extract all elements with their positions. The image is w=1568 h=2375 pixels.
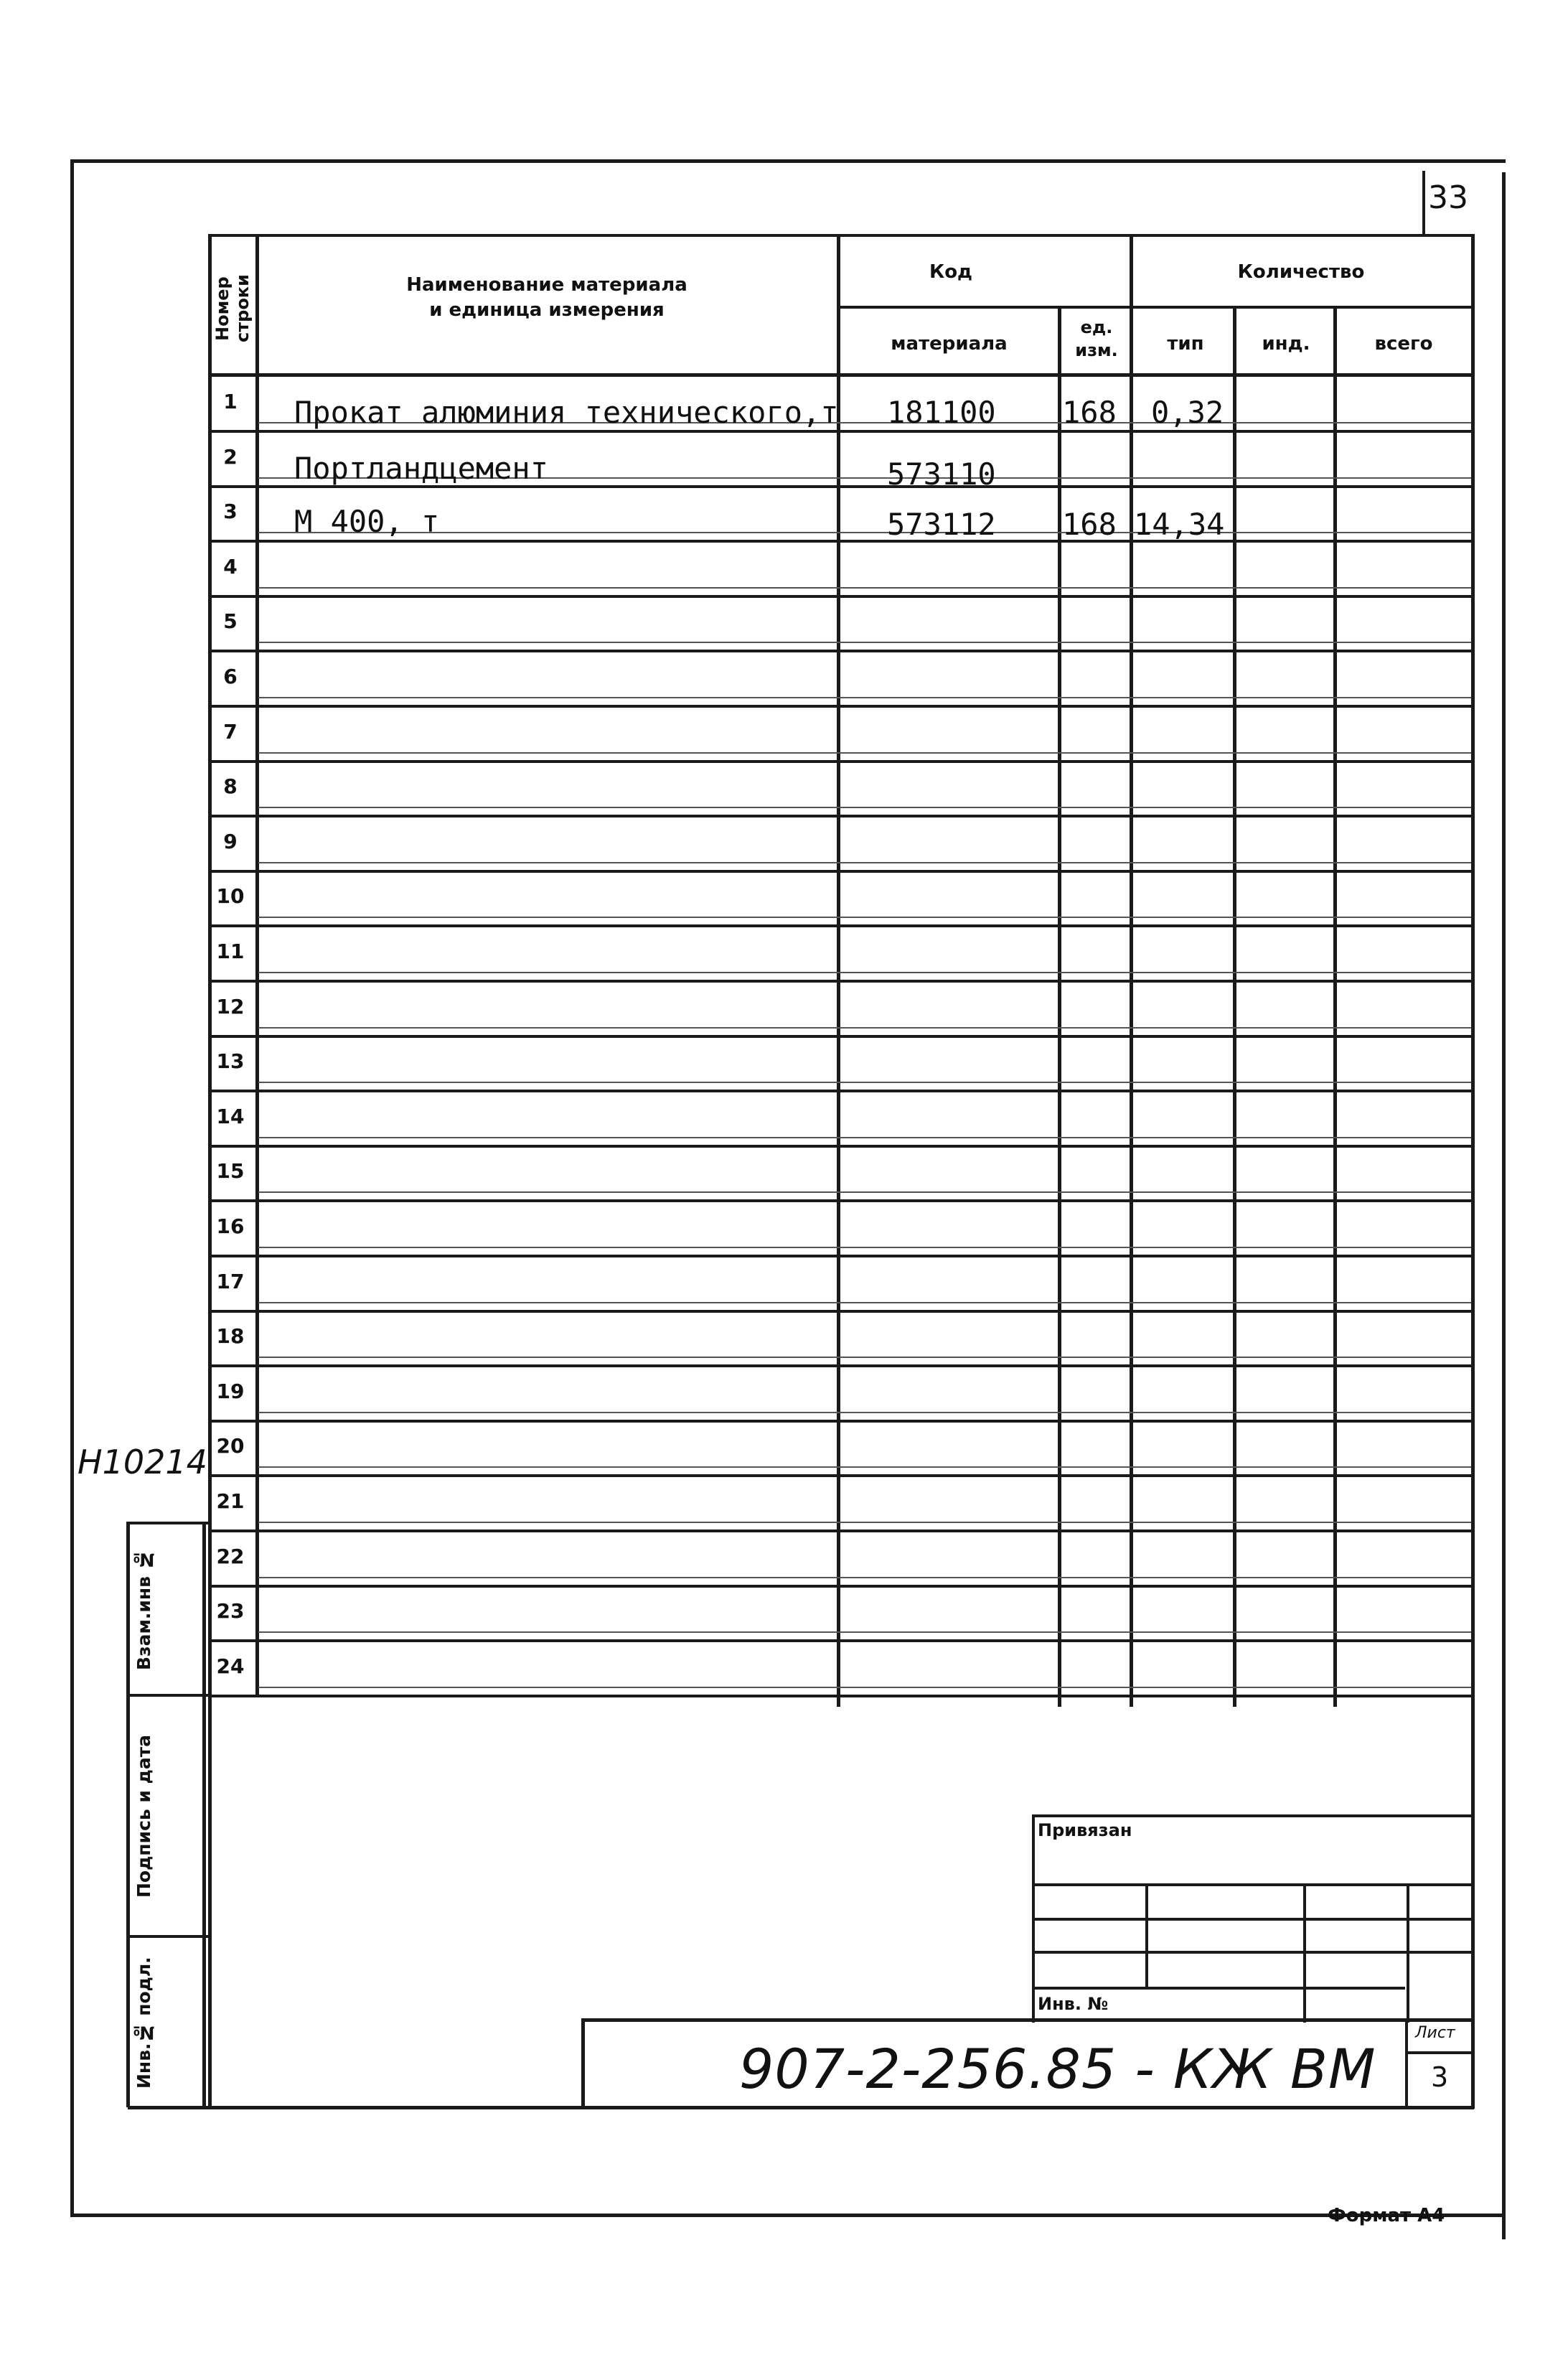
- row-number: 14: [216, 1105, 245, 1128]
- stamp-replace-label: Взам.инв №: [133, 1549, 154, 1670]
- row-subline: [258, 587, 1471, 589]
- name-column-header: Наименование материала и единица измерения: [406, 274, 687, 322]
- row-number: 15: [216, 1159, 245, 1183]
- row-number: 22: [216, 1545, 245, 1568]
- tb-col-2: [1303, 1883, 1306, 2023]
- col-line-type: [1233, 307, 1236, 1707]
- row-number: 21: [216, 1489, 245, 1513]
- row-subline: [258, 862, 1471, 863]
- row-subline: [258, 1357, 1471, 1358]
- row-number: 24: [216, 1654, 245, 1678]
- row-subline: [258, 1687, 1471, 1688]
- sheet-number: 33: [1428, 179, 1468, 216]
- row-2-code: 573110: [887, 456, 996, 492]
- tb-row-4: [1032, 1987, 1405, 1990]
- row-subline: [258, 532, 1471, 533]
- ind-header: инд.: [1262, 333, 1310, 355]
- row-subline: [258, 697, 1471, 698]
- row-1-name: Прокат алюминия технического,т: [294, 395, 839, 430]
- row-line: [208, 1695, 1473, 1697]
- row-line: [208, 1310, 1473, 1313]
- total-header: всего: [1374, 333, 1433, 355]
- row-3-unit: 168: [1062, 507, 1117, 542]
- row-number: 18: [216, 1324, 245, 1348]
- row-line: [208, 540, 1473, 543]
- row-number: 11: [216, 940, 245, 963]
- row-1-code: 181100: [887, 395, 996, 430]
- row-number: 10: [216, 884, 245, 908]
- row-line: [208, 1145, 1473, 1148]
- row-line: [208, 1420, 1473, 1423]
- row-subline: [258, 1247, 1471, 1248]
- row-number: 4: [223, 555, 238, 578]
- material-code-header: материала: [891, 333, 1008, 355]
- row-number: 9: [223, 830, 238, 853]
- frame-left: [70, 159, 74, 2216]
- stamp-sep-1: [128, 1694, 210, 1697]
- row-3-code: 573112: [887, 507, 996, 542]
- col-line-code: [1058, 307, 1061, 1707]
- stamp-inv-label: Инв.№ подл.: [133, 1957, 154, 2089]
- row-subline: [258, 1631, 1471, 1633]
- format-label: Формат А4: [1328, 2205, 1445, 2226]
- row-subline: [258, 1191, 1471, 1193]
- header-code-divider: [840, 306, 1473, 309]
- row-number: 20: [216, 1434, 245, 1458]
- row-line: [208, 760, 1473, 763]
- row-number: 13: [216, 1049, 245, 1073]
- row-line: [208, 650, 1473, 652]
- row-line: [208, 870, 1473, 873]
- header-bottom: [208, 373, 1473, 377]
- frame-bottom: [70, 2214, 1504, 2217]
- row-line: [208, 1639, 1473, 1642]
- row-line: [208, 430, 1473, 433]
- stamp-top: [128, 1522, 210, 1524]
- row-3-name: М 400, т: [294, 504, 440, 539]
- row-subline: [258, 1522, 1471, 1523]
- quantity-header: Количество: [1237, 261, 1365, 283]
- margin-note: Н10214: [78, 1443, 207, 1481]
- row-line: [208, 1035, 1473, 1038]
- row-number: 16: [216, 1214, 245, 1238]
- row-line: [208, 1585, 1473, 1588]
- form-right: [1471, 234, 1475, 2109]
- row-line: [208, 1530, 1473, 1532]
- row-line: [208, 815, 1473, 818]
- row-line: [208, 595, 1473, 598]
- stamp-divider-inner: [202, 1522, 206, 2107]
- row-number: 1: [223, 390, 238, 413]
- row-2-name: Портландцемент: [294, 451, 549, 486]
- attached-label: Привязан: [1038, 1820, 1132, 1840]
- row-subline: [258, 1412, 1471, 1413]
- frame-top: [72, 159, 1506, 163]
- row-number: 3: [223, 500, 238, 523]
- row-line: [208, 1199, 1473, 1202]
- row-subline: [258, 972, 1471, 973]
- frame-right: [1502, 172, 1506, 2239]
- row-number: 6: [223, 665, 238, 688]
- row-line: [208, 924, 1473, 927]
- row-number: 12: [216, 995, 245, 1018]
- tb-main-top: [583, 2018, 1473, 2022]
- unit-header: ед. изм.: [1075, 317, 1118, 361]
- sheet-value: 3: [1431, 2061, 1449, 2093]
- form-top: [208, 234, 1473, 237]
- row-line: [208, 980, 1473, 983]
- tb-attached-top: [1032, 1814, 1473, 1817]
- form-bottom: [128, 2106, 1474, 2109]
- row-subline: [258, 1466, 1471, 1468]
- row-subline: [258, 1082, 1471, 1083]
- col-line-ind: [1333, 307, 1337, 1707]
- row-1-unit: 168: [1062, 395, 1117, 430]
- col-line-unit: [1130, 234, 1133, 1707]
- row-subline: [258, 1027, 1471, 1029]
- row-number: 8: [223, 774, 238, 798]
- document-designation: 907-2-256.85 - КЖ ВМ: [739, 2037, 1376, 2101]
- row-subline: [258, 642, 1471, 643]
- row-number: 5: [223, 609, 238, 633]
- row-line: [208, 1255, 1473, 1257]
- inv-label: Инв. №: [1038, 1994, 1109, 2014]
- code-header: Код: [929, 261, 973, 283]
- row-line: [208, 1364, 1473, 1367]
- row-subline: [258, 1302, 1471, 1303]
- row-line: [208, 705, 1473, 708]
- row-line: [208, 1474, 1473, 1477]
- stamp-sign-label: Подпись и дата: [133, 1734, 154, 1898]
- tb-col-1: [1145, 1883, 1148, 1988]
- row-number: 2: [223, 445, 238, 469]
- row-line: [208, 1090, 1473, 1092]
- row-number: 23: [216, 1599, 245, 1623]
- sheet-number-box-left: [1422, 171, 1425, 235]
- row-subline: [258, 917, 1471, 918]
- stamp-left: [126, 1522, 130, 2107]
- stamp-sep-2: [128, 1935, 210, 1938]
- row-subline: [258, 807, 1471, 808]
- row-subline: [258, 1577, 1471, 1578]
- sheet-label: Лист: [1415, 2024, 1455, 2042]
- type-header: тип: [1167, 333, 1204, 355]
- tb-main-left: [581, 2018, 585, 2107]
- tb-col-3: [1407, 1883, 1409, 2023]
- row-number-header: Номер строки: [212, 274, 253, 343]
- row-subline: [258, 1137, 1471, 1138]
- row-number: 19: [216, 1379, 245, 1403]
- col-line-name: [837, 234, 840, 1707]
- row-number: 17: [216, 1270, 245, 1293]
- row-subline: [258, 752, 1471, 754]
- row-number: 7: [223, 720, 238, 744]
- row-1-type: 0,32: [1151, 395, 1224, 430]
- row-3-type: 14,34: [1134, 507, 1225, 542]
- tb-sheet-row: [1405, 2051, 1473, 2054]
- tb-sheet-divider: [1405, 2018, 1408, 2107]
